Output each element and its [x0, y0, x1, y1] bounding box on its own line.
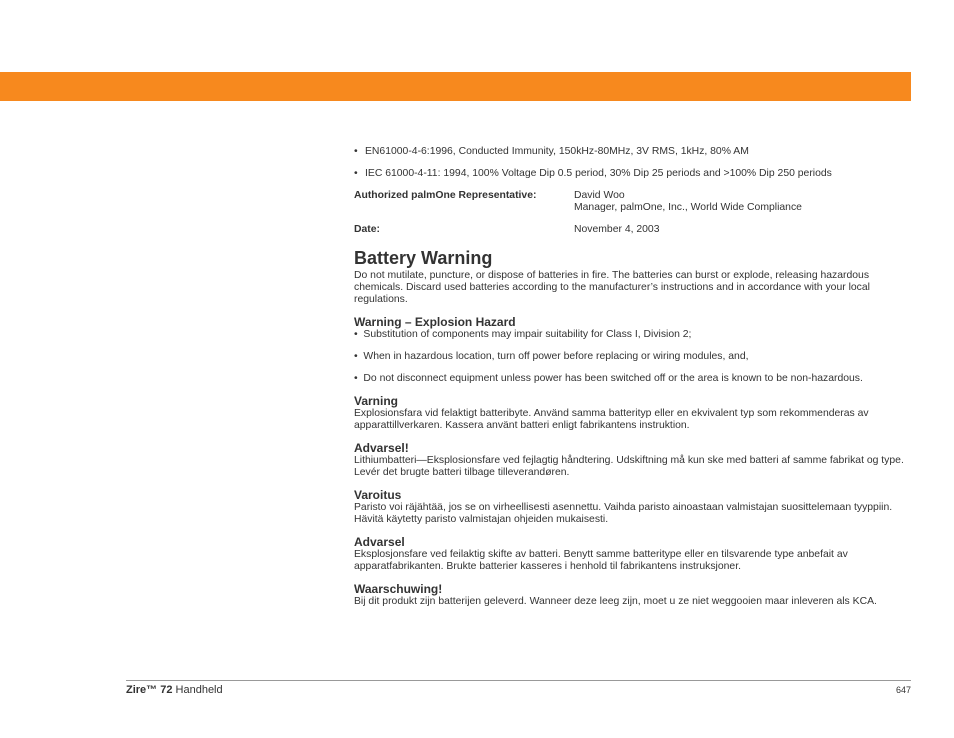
- section-text: Paristo voi räjähtää, jos se on virheellisesti asennettu. Vaihda paristo ainoastaan valmistajan suosittelemaan tyyppiin. Hävitä käytetty paristo valmistajan ohjeiden mukaisesti.: [354, 502, 893, 525]
- list-item: • EN61000-4-6:1996, Conducted Immunity, 150kHz-80MHz, 3V RMS, 1kHz, 80% AM: [354, 146, 749, 157]
- bullet-icon: •: [354, 168, 358, 179]
- section-heading: Advarsel!: [354, 441, 409, 455]
- header-banner: [0, 72, 911, 101]
- page-number: 647: [895, 685, 911, 695]
- section-heading: Varning: [354, 394, 399, 408]
- footer-divider: [126, 680, 911, 681]
- footer-product: [126, 684, 223, 697]
- representative-label: Authorized palmOne Representative:: [354, 190, 537, 201]
- bullet-icon: •: [354, 146, 358, 157]
- page-title: Battery Warning: [354, 248, 493, 268]
- page-content: [354, 146, 908, 608]
- list-item: • When in hazardous location, turn off power before replacing or wiring modules, and,: [354, 351, 749, 362]
- product-suffix: Handheld: [172, 684, 223, 696]
- date-label: Date:: [354, 224, 380, 235]
- section-text: Lithiumbatteri—Eksplosionsfare ved fejlagtig håndtering. Udskiftning må kun ske med batteri af samme fabrikat og type. Levér det brugte batteri tilbage tilleverandøren.: [354, 455, 904, 478]
- representative-row: [354, 190, 908, 214]
- section-heading: Varoitus: [354, 488, 402, 502]
- representative-title: Manager, palmOne, Inc., World Wide Compliance: [574, 202, 802, 213]
- date-value: November 4, 2003: [574, 224, 660, 235]
- product-name: Zire™ 72: [126, 684, 173, 696]
- bullet-icon: •: [354, 329, 364, 340]
- representative-name: David Woo: [574, 190, 625, 201]
- section-text: Bij dit produkt zijn batterijen geleverd. Wanneer deze leeg zijn, moet u ze niet weggooien maar inleveren als KCA.: [354, 596, 877, 607]
- list-item: • Do not disconnect equipment unless power has been switched off or the area is known to be non-hazardous.: [354, 373, 863, 384]
- section-text: Eksplosjonsfare ved feilaktig skifte av batteri. Benytt samme batteritype eller en tilsvarende type anbefait av apparatfabrikanten. Brukte batterier kasseres i henhold til fabrikantens instruksjoner.: [354, 549, 848, 572]
- list-item: • IEC 61000-4-11: 1994, 100% Voltage Dip 0.5 period, 30% Dip 25 periods and >100% Dip 250 periods: [354, 168, 832, 179]
- bullet-icon: •: [354, 373, 364, 384]
- section-text: Explosionsfara vid felaktigt batteribyte. Använd samma batterityp eller en ekvivalent typ som rekommenderas av apparattillverkaren. Kassera använt batteri enligt fabrikantens instruktion.: [354, 408, 869, 431]
- section-heading: Waarschuwing!: [354, 582, 443, 596]
- section-heading: Advarsel: [354, 535, 405, 549]
- list-item: • Substitution of components may impair suitability for Class I, Division 2;: [354, 329, 692, 340]
- date-row: [354, 224, 908, 236]
- explosion-heading: Warning – Explosion Hazard: [354, 315, 516, 329]
- battery-intro: Do not mutilate, puncture, or dispose of batteries in fire. The batteries can burst or explode, releasing hazardous chemicals. Discard used batteries according to the manufacturer’s instructions and in accordance with your local regulations.: [354, 270, 870, 305]
- bullet-icon: •: [354, 351, 364, 362]
